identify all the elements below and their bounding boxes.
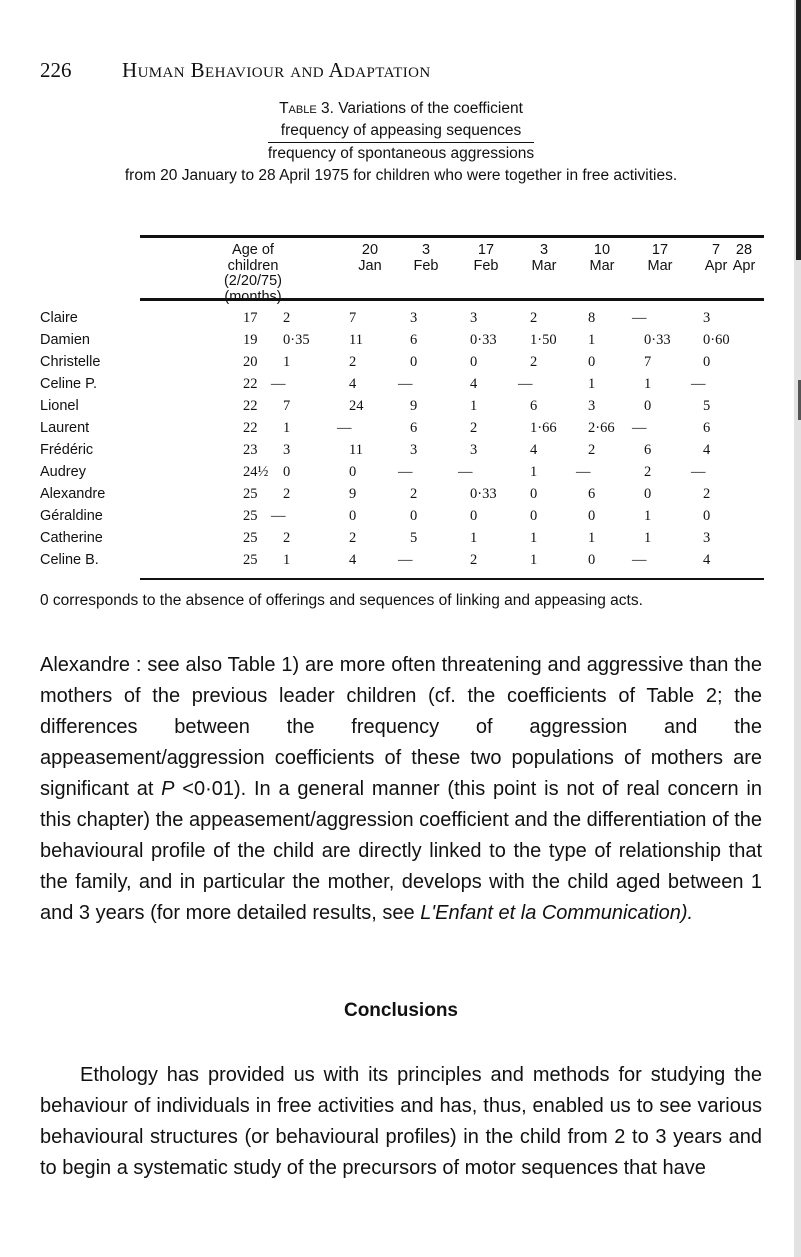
section-heading: Conclusions xyxy=(343,1000,458,1021)
row-value: 4 xyxy=(703,442,711,458)
row-value: 1·66 xyxy=(530,420,557,436)
para2-text: Ethology has provided us with its principles and methods for studying the behaviour of individuals in free activities and has, thus, enabled us to see various behavioural structures (or behavioural profiles) in the child from 2 to 3 years and to begin a systematic study of the precursors of motor sequences that have xyxy=(40,1064,762,1179)
row-child-name: Frédéric xyxy=(40,442,94,458)
row-age: 20 xyxy=(243,354,258,370)
row-child-name: Catherine xyxy=(40,530,103,546)
row-age: 17 xyxy=(243,310,258,326)
row-value: 1 xyxy=(644,376,652,392)
coefficient-fraction xyxy=(268,120,534,165)
row-value: 1 xyxy=(644,508,652,524)
table-caption xyxy=(40,98,762,187)
date-header-month: Apr xyxy=(732,258,756,274)
row-value: 1 xyxy=(470,398,478,414)
row-value: 2 xyxy=(283,486,291,502)
row-value: — xyxy=(271,376,286,392)
row-value: 11 xyxy=(349,332,363,348)
row-value: 0 xyxy=(349,464,357,480)
row-value: 1 xyxy=(530,464,538,480)
row-age: 19 xyxy=(243,332,258,348)
date-header-month: Feb xyxy=(413,258,439,274)
date-header-day: 17 xyxy=(477,242,495,258)
row-value: 0·60 xyxy=(703,332,730,348)
row-value: — xyxy=(691,464,706,480)
row-value: — xyxy=(458,464,473,480)
row-value: 1 xyxy=(644,530,652,546)
row-value: 0 xyxy=(410,508,418,524)
date-header-month: Apr xyxy=(704,258,728,274)
row-value: — xyxy=(576,464,591,480)
row-value: 3 xyxy=(703,530,711,546)
row-value: 2 xyxy=(470,420,478,436)
row-value: 0 xyxy=(588,354,596,370)
row-age: 24½ xyxy=(243,464,269,480)
row-value: 3 xyxy=(283,442,291,458)
row-value: 1 xyxy=(588,332,596,348)
row-value: 3 xyxy=(410,442,418,458)
row-value: — xyxy=(632,310,647,326)
row-value: 0·33 xyxy=(470,486,497,502)
row-value: — xyxy=(337,420,352,436)
row-value: 24 xyxy=(349,398,364,414)
row-value: 5 xyxy=(703,398,711,414)
row-value: 2 xyxy=(530,310,538,326)
row-value: — xyxy=(691,376,706,392)
row-value: 6 xyxy=(703,420,711,436)
body-paragraph-conclusions xyxy=(40,1060,762,1184)
row-age: 25 xyxy=(243,486,258,502)
age-header-line: (months) xyxy=(224,288,282,305)
row-value: 8 xyxy=(588,310,596,326)
row-value: 0 xyxy=(410,354,418,370)
row-child-name: Lionel xyxy=(40,398,79,414)
table-top-rule xyxy=(140,235,764,238)
row-age: 25 xyxy=(243,508,258,524)
para1-text-b: <0·01). In a general manner (this point is not of real concern in this chapter) the appeasement/aggression coefficient and the differentiation of the behavioural profile of the child are directly linked to the type of relationship that the family, and in particular the mother, develops with the child aged between 1 and 3 years (for more detailed results, see xyxy=(40,778,762,924)
fraction-numerator: frequency of appeasing sequences xyxy=(268,120,534,143)
date-header-day: 7 xyxy=(711,242,721,258)
body-paragraph xyxy=(40,650,762,929)
row-value: — xyxy=(632,552,647,568)
row-value: 9 xyxy=(349,486,357,502)
row-value: 6 xyxy=(410,420,418,436)
row-value: 4 xyxy=(470,376,478,392)
row-value: 2 xyxy=(530,354,538,370)
age-header-line: Age of xyxy=(232,242,274,258)
row-value: 6 xyxy=(644,442,652,458)
row-value: 1 xyxy=(283,552,291,568)
row-value: 1·50 xyxy=(530,332,557,348)
row-age: 22 xyxy=(243,398,258,414)
row-age: 23 xyxy=(243,442,258,458)
date-header-month: Mar xyxy=(647,258,673,274)
row-child-name: Audrey xyxy=(40,464,86,480)
row-value: 1 xyxy=(588,376,596,392)
row-value: 1 xyxy=(283,354,291,370)
row-child-name: Damien xyxy=(40,332,90,348)
row-age: 22 xyxy=(243,420,258,436)
book-reference: L'Enfant et la Communication). xyxy=(420,902,694,924)
row-value: 2 xyxy=(410,486,418,502)
caption-tail: from 20 January to 28 April 1975 for children who were together in free activities. xyxy=(124,167,678,184)
row-value: 1 xyxy=(588,530,596,546)
fraction-denominator: frequency of spontaneous aggressions xyxy=(267,145,535,162)
row-value: 2 xyxy=(588,442,596,458)
row-value: 0 xyxy=(349,508,357,524)
row-value: 0 xyxy=(588,508,596,524)
row-value: 3 xyxy=(470,442,478,458)
running-title: Human Behaviour and Adaptation xyxy=(122,58,431,82)
row-value: 0·33 xyxy=(644,332,671,348)
age-header-line: children xyxy=(227,257,279,274)
row-value: 7 xyxy=(283,398,291,414)
date-header-day: 17 xyxy=(651,242,669,258)
row-value: 1 xyxy=(283,420,291,436)
row-value: 11 xyxy=(349,442,363,458)
running-header xyxy=(40,58,762,88)
row-value: 3 xyxy=(470,310,478,326)
row-child-name: Géraldine xyxy=(40,508,103,524)
row-value: 0 xyxy=(644,486,652,502)
row-value: 6 xyxy=(410,332,418,348)
row-value: 2 xyxy=(283,310,291,326)
row-value: 2 xyxy=(283,530,291,546)
row-value: 4 xyxy=(703,552,711,568)
row-value: 4 xyxy=(530,442,538,458)
page-number: 226 xyxy=(40,58,72,82)
row-value: — xyxy=(398,376,413,392)
row-value: 6 xyxy=(588,486,596,502)
row-value: 0 xyxy=(530,508,538,524)
row-value: 6 xyxy=(530,398,538,414)
row-value: 3 xyxy=(703,310,711,326)
row-value: 0·33 xyxy=(470,332,497,348)
row-age: 25 xyxy=(243,530,258,546)
row-value: — xyxy=(398,552,413,568)
row-value: — xyxy=(632,420,647,436)
row-value: 0 xyxy=(588,552,596,568)
row-value: — xyxy=(518,376,533,392)
row-value: 3 xyxy=(410,310,418,326)
table-label: Table 3. xyxy=(279,100,334,117)
caption-lead: Variations of the coefficient xyxy=(338,100,523,117)
p-value-symbol: P xyxy=(161,778,175,800)
date-header-month: Mar xyxy=(589,258,615,274)
row-value: 0·35 xyxy=(283,332,310,348)
date-header-day: 3 xyxy=(539,242,549,258)
date-header-month: Feb xyxy=(473,258,499,274)
row-value: 0 xyxy=(703,508,711,524)
date-header-day: 28 xyxy=(735,242,753,258)
row-child-name: Celine P. xyxy=(40,376,97,392)
date-header-day: 10 xyxy=(593,242,611,258)
date-header-day: 3 xyxy=(421,242,431,258)
row-value: 7 xyxy=(349,310,357,326)
row-value: 0 xyxy=(470,508,478,524)
row-value: 4 xyxy=(349,376,357,392)
row-value: — xyxy=(271,508,286,524)
page-edge-shadow xyxy=(794,0,801,1257)
row-child-name: Christelle xyxy=(40,354,101,370)
row-value: 1 xyxy=(530,530,538,546)
table-footnote: 0 corresponds to the absence of offerings and sequences of linking and appeasing acts. xyxy=(40,592,643,609)
row-value: 2·66 xyxy=(588,420,615,436)
row-child-name: Laurent xyxy=(40,420,90,436)
row-value: 3 xyxy=(588,398,596,414)
age-header-line: (2/20/75) xyxy=(223,273,283,289)
row-value: 4 xyxy=(349,552,357,568)
row-value: 5 xyxy=(410,530,418,546)
row-value: 9 xyxy=(410,398,418,414)
row-child-name: Celine B. xyxy=(40,552,99,568)
row-age: 22 xyxy=(243,376,258,392)
row-value: 7 xyxy=(644,354,652,370)
row-value: 0 xyxy=(530,486,538,502)
row-value: 1 xyxy=(530,552,538,568)
row-value: 1 xyxy=(470,530,478,546)
row-child-name: Claire xyxy=(40,310,78,326)
date-header-day: 20 xyxy=(361,242,379,258)
row-value: 0 xyxy=(283,464,291,480)
date-header-month: Jan xyxy=(358,258,382,274)
para1-text-a: Alexandre : see also Table 1) are more often threatening and aggressive than the mothers of the previous leader children (cf. the coefficients of Table 2; the differences between the frequency of aggression and the appeasement/aggression coefficients of these two populations of mothers are significant at xyxy=(40,654,762,800)
row-value: — xyxy=(398,464,413,480)
row-value: 2 xyxy=(703,486,711,502)
row-value: 0 xyxy=(703,354,711,370)
row-value: 2 xyxy=(349,354,357,370)
row-age: 25 xyxy=(243,552,258,568)
row-child-name: Alexandre xyxy=(40,486,106,502)
row-value: 0 xyxy=(470,354,478,370)
table-bottom-rule xyxy=(140,578,764,580)
row-value: 0 xyxy=(644,398,652,414)
row-value: 2 xyxy=(644,464,652,480)
date-header-month: Mar xyxy=(531,258,557,274)
row-value: 2 xyxy=(470,552,478,568)
row-value: 2 xyxy=(349,530,357,546)
